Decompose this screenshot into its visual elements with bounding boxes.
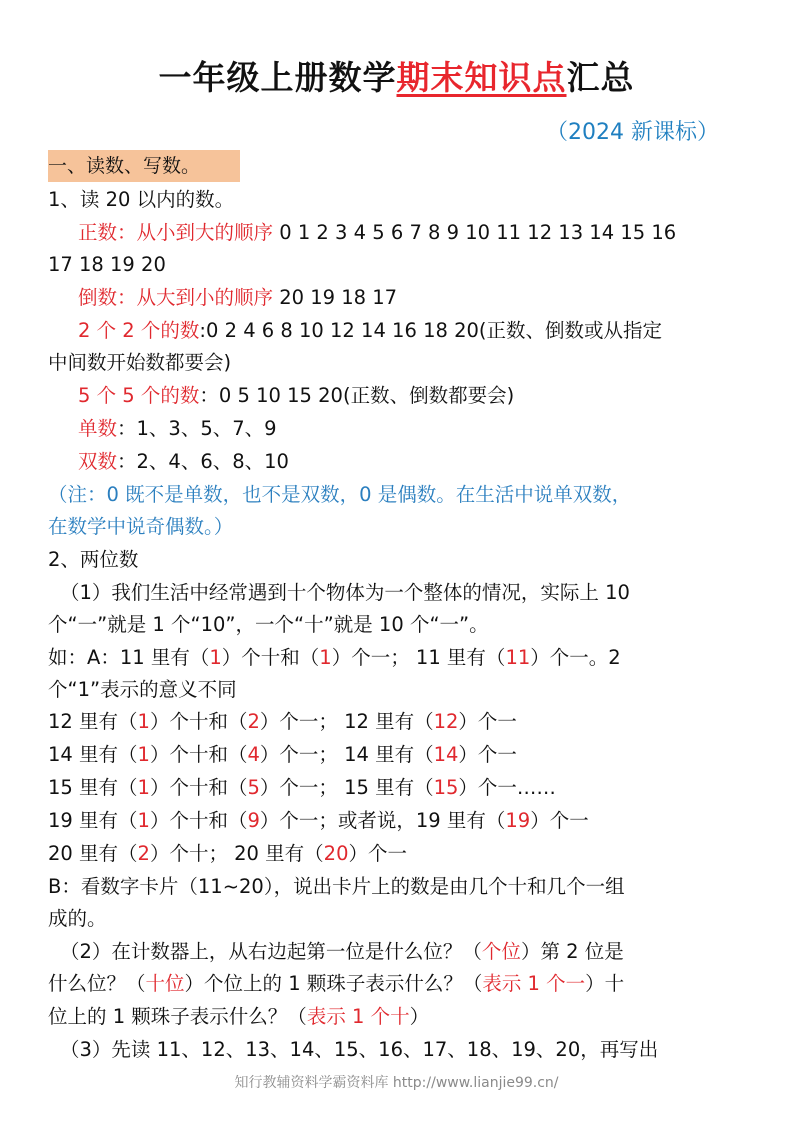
paragraph-2-line-2 (48, 968, 624, 1000)
paragraph-2-line-3 (48, 1001, 429, 1033)
subtitle: （2024 新课标） (546, 120, 719, 145)
text: ）个位上的 1 颗珠子表示什么？（ (184, 972, 483, 995)
text: 如：A：11 里有（ (48, 646, 210, 669)
count-by-five-label: 5 个 5 个的数 (78, 384, 200, 407)
text: 12 里有（ (48, 710, 138, 733)
even-numbers-values: ：2、4、6、8、10 (117, 450, 289, 473)
forward-count-label: 正数：从小到大的顺序 (78, 221, 274, 244)
text: ）个一…… (458, 776, 556, 799)
row-14 (48, 739, 517, 771)
paragraph-1-line-1: （1）我们生活中经常遇到十个物体为一个整体的情况，实际上 10 (60, 581, 630, 604)
answer: 1 (137, 710, 150, 733)
subheading-two-digit: 2、两位数 (48, 548, 139, 571)
count-by-two-label: 2 个 2 个的数 (78, 319, 200, 342)
text: ）个一 (458, 710, 517, 733)
text: ）个一 (530, 809, 589, 832)
forward-count-line (78, 217, 676, 249)
subheading-read-20: 1、读 20 以内的数。 (48, 188, 235, 211)
row-12 (48, 706, 517, 738)
count-by-five-line (78, 380, 514, 412)
example-a-cont: 个“1”表示的意义不同 (48, 678, 237, 701)
section-heading: 一、读数、写数。 (48, 150, 240, 182)
answer: 十位 (145, 972, 185, 995)
note-line-1: （注：0 既不是单数，也不是双数，0 是偶数。在生活中说单双数， (48, 483, 632, 506)
text: 位上的 1 颗珠子表示什么？（ (48, 1005, 307, 1028)
answer: 9 (247, 809, 260, 832)
count-by-two-values: :0 2 4 6 8 10 12 14 16 18 20(正数、倒数或从指定 (199, 319, 662, 342)
answer: 1 (319, 646, 332, 669)
answer: 个位 (481, 940, 521, 963)
answer: 15 (433, 776, 459, 799)
paragraph-3-line-1: （3）先读 11、12、13、14、15、16、17、18、19、20，再写出 (60, 1038, 659, 1061)
text: ）个一；或者说，19 里有（ (259, 809, 506, 832)
answer: 4 (247, 743, 260, 766)
text: ）第 2 位是 (520, 940, 624, 963)
answer: 1 (137, 776, 150, 799)
example-b-line-2: 成的。 (48, 907, 107, 930)
backward-count-line (78, 282, 397, 314)
example-a-line (48, 642, 621, 674)
paragraph-2-line-1 (60, 936, 624, 968)
backward-count-values: 20 19 18 17 (273, 286, 398, 309)
odd-numbers-line (78, 413, 277, 445)
text: ）个十和（ (149, 776, 248, 799)
answer: 1 (209, 646, 222, 669)
odd-numbers-label: 单数 (78, 417, 118, 440)
text: 15 里有（ (48, 776, 138, 799)
answer: 表示 1 个一 (482, 972, 586, 995)
text: ）个一 (458, 743, 517, 766)
text: 14 里有（ (48, 743, 138, 766)
answer: 19 (505, 809, 531, 832)
text: ）个一； 15 里有（ (259, 776, 434, 799)
text: 19 里有（ (48, 809, 138, 832)
answer: 2 (137, 842, 150, 865)
answer: 12 (433, 710, 459, 733)
text: ）个一。2 (530, 646, 621, 669)
answer: 1 (137, 809, 150, 832)
text: ）个一； 14 里有（ (259, 743, 434, 766)
text: 20 里有（ (48, 842, 138, 865)
text: ）个一 (348, 842, 407, 865)
text: （2）在计数器上，从右边起第一位是什么位？（ (60, 940, 482, 963)
forward-count-values: 0 1 2 3 4 5 6 7 8 9 10 11 12 13 14 15 16 (273, 221, 677, 244)
row-15 (48, 772, 556, 804)
forward-count-cont: 17 18 19 20 (48, 253, 166, 276)
even-numbers-line (78, 446, 289, 478)
answer: 1 (137, 743, 150, 766)
count-by-two-line (78, 315, 662, 347)
paragraph-1-line-2: 个“一”就是 1 个“10”，一个“十”就是 10 个“一”。 (48, 613, 489, 636)
text: ）个十； 20 里有（ (149, 842, 324, 865)
text: ）个十和（ (149, 809, 248, 832)
text: ）十 (585, 972, 625, 995)
title-part1: 一年级上册数学 (158, 58, 397, 97)
text: ） (409, 1005, 430, 1028)
text: 什么位？（ (48, 972, 146, 995)
text: ）个十和（ (149, 743, 248, 766)
answer: 表示 1 个十 (306, 1005, 410, 1028)
footer-watermark: 知行教辅资料学霸资料库 http://www.lianjie99.cn/ (234, 1075, 559, 1091)
count-by-five-values: ：0 5 10 15 20(正数、倒数都要会) (199, 384, 515, 407)
text: ）个一； 11 里有（ (331, 646, 506, 669)
example-b-line-1: B：看数字卡片（11~20），说出卡片上的数是由几个十和几个一组 (48, 875, 625, 898)
note-line-2: 在数学中说奇偶数。） (48, 515, 234, 538)
text: ）个十和（ (149, 710, 248, 733)
backward-count-label: 倒数：从大到小的顺序 (78, 286, 274, 309)
odd-numbers-values: ：1、3、5、7、9 (117, 417, 277, 440)
count-by-two-cont: 中间数开始数都要会) (48, 351, 232, 374)
even-numbers-label: 双数 (78, 450, 118, 473)
answer: 2 (247, 710, 260, 733)
title-part2: 汇总 (566, 58, 635, 97)
text: ）个一； 12 里有（ (259, 710, 434, 733)
row-19 (48, 805, 589, 837)
answer: 11 (505, 646, 531, 669)
title-highlight: 期末知识点 (396, 58, 567, 97)
row-20 (48, 838, 407, 870)
answer: 14 (433, 743, 459, 766)
answer: 20 (323, 842, 349, 865)
answer: 5 (247, 776, 260, 799)
page-title (0, 52, 793, 99)
text: ）个十和（ (221, 646, 320, 669)
